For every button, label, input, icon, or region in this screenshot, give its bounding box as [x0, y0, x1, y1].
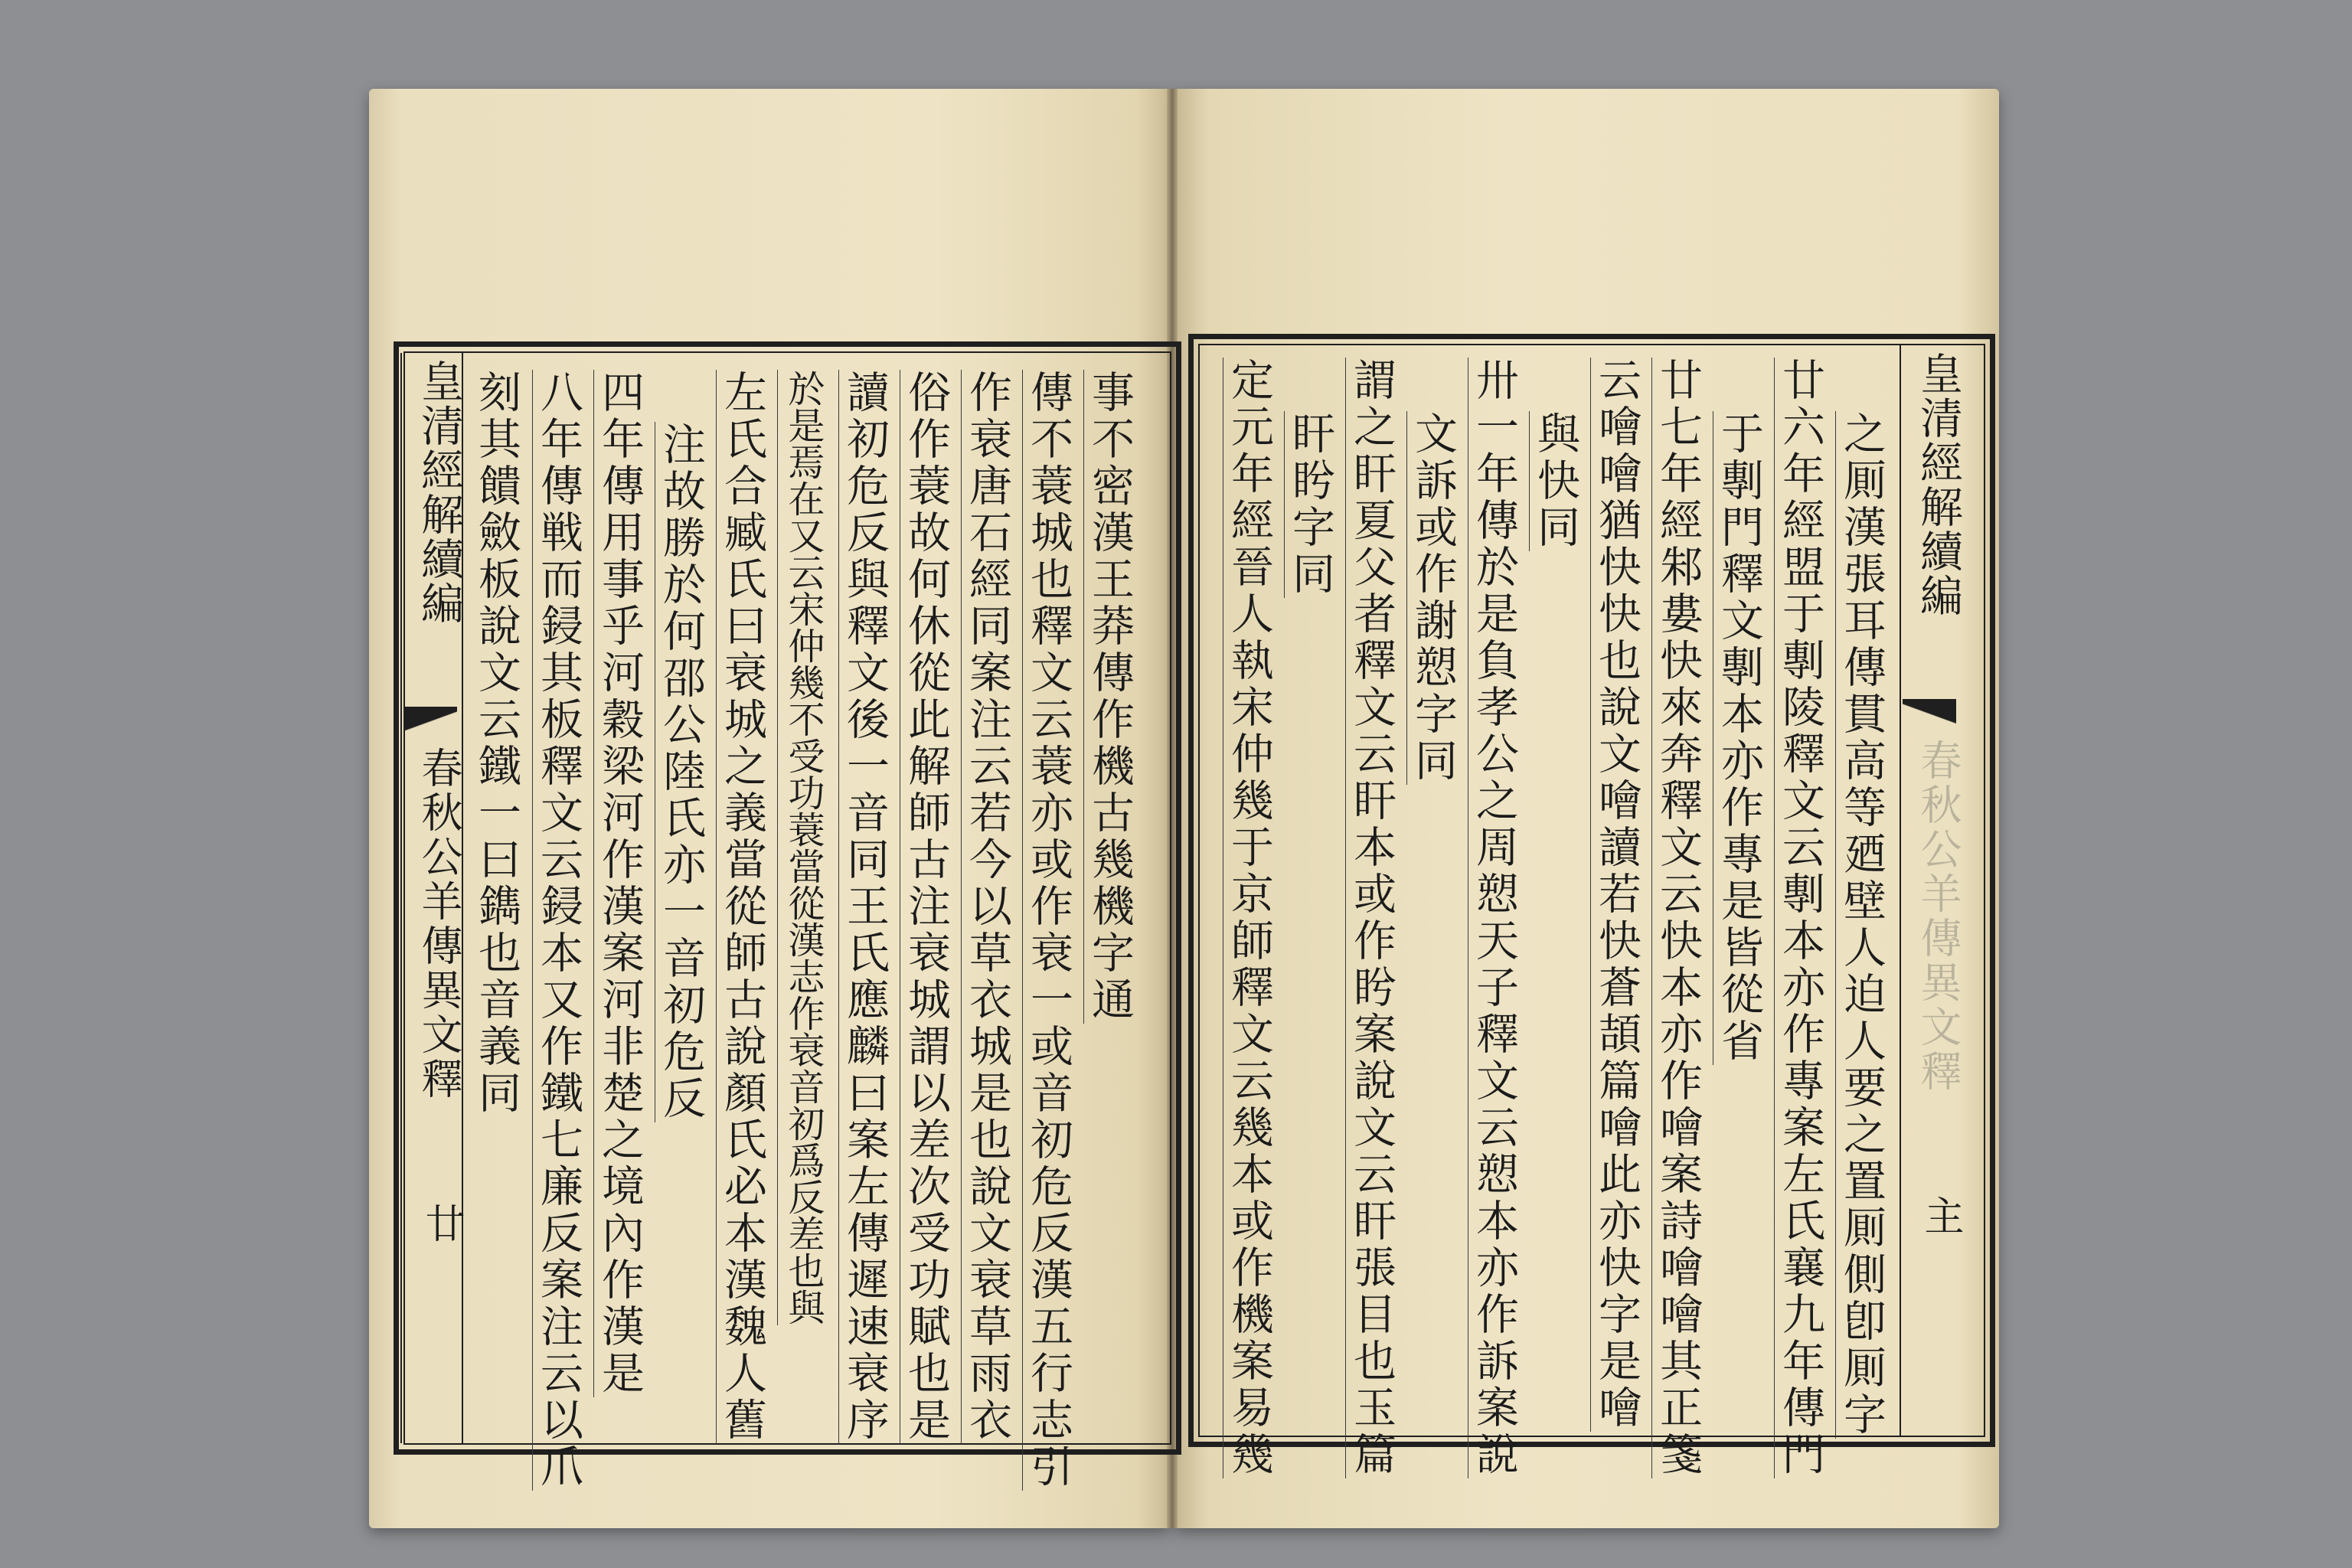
right-column-5: 云噲噲猶快快也說文噲讀若快蒼頡篇噲此亦快字是噲 — [1592, 358, 1642, 1432]
right-column-3: 于剸門釋文剸本亦作專是皆從省 — [1714, 411, 1764, 1065]
left-column-1: 事不密漢王莽傳作機古幾機字通 — [1085, 370, 1135, 1024]
fish-tail-mark-icon — [1903, 699, 1956, 733]
left-column-10: 八年傳戦而鋟其板釋文云鋟本又作鐵七廉反案注云以爪 — [534, 370, 583, 1491]
right-column-9: 謂之盰夏父者釋文云盰本或作盻案說文云盰張目也玉篇 — [1347, 358, 1396, 1478]
right-banxin-title: 皇清經解續編 — [1913, 351, 1963, 618]
left-column-3: 作衰唐石經同案注云若今以草衣城是也說文衰草雨衣 — [962, 370, 1012, 1444]
left-banxin-subtitle: 春秋公羊傳異文釋 — [415, 746, 463, 1102]
left-banxin — [400, 353, 463, 1443]
right-page-number: 主 — [1917, 1195, 1963, 1235]
left-column-7: 左氏合臧氏曰衰城之義當從師古說顏氏必本漢魏人舊 — [717, 370, 767, 1444]
left-column-8: 注故勝於何邵公陸氏亦一音初危反 — [656, 422, 706, 1122]
left-column-9: 四年傳用事乎河穀梁河作漢案河非楚之境內作漢是 — [595, 370, 645, 1397]
left-text-frame — [394, 341, 1181, 1491]
left-banxin-title: 皇清經解續編 — [414, 359, 464, 626]
right-text-frame — [1188, 334, 1995, 1478]
left-page-number: 廿 — [418, 1203, 464, 1243]
right-column-10: 盰盻字同 — [1285, 411, 1335, 598]
left-column-6: 於是焉在又云宋仲幾不受功蓑當從漢志作衰音初爲反差也與 — [777, 370, 828, 1325]
left-column-4: 俗作蓑故何休從此解師古注衰城謂以差次受功賦也是 — [901, 370, 951, 1444]
fish-tail-mark-icon — [403, 707, 457, 740]
left-column-2: 傳不蓑城也釋文云蓑亦或作衰一或音初危反漢五行志引 — [1024, 370, 1073, 1491]
right-column-1: 之厠漢張耳傳貫高等廼壁人迫人要之置厠側卽厠字 — [1837, 411, 1886, 1439]
right-column-6: 與快同 — [1530, 411, 1580, 551]
right-column-2: 廿六年經盟于剸陵釋文云剸本亦作專案左氏襄九年傳門 — [1775, 358, 1825, 1478]
right-column-8: 文訴或作謝愬字同 — [1408, 411, 1458, 785]
right-banxin-subtitle: 春秋公羊傳異文釋 — [1914, 739, 1962, 1094]
right-column-4: 廿七年經邾婁快來奔釋文云快本亦作噲案詩噲噲其正箋 — [1653, 358, 1703, 1478]
right-column-11: 定元年經晉人執宋仲幾于京師釋文云幾本或作機案易幾 — [1224, 358, 1274, 1478]
open-book — [360, 89, 2006, 1528]
left-column-11: 刻其饋斂板說文云鐵一曰鐫也音義同 — [472, 370, 521, 1117]
right-banxin — [1900, 345, 1961, 1436]
left-column-5: 讀初危反與釋文後一音同王氏應麟曰案左傳遲速衰序 — [840, 370, 890, 1444]
right-column-7: 卅一年傳於是負孝公之周愬天子釋文云愬本亦作訴案說 — [1469, 358, 1519, 1478]
